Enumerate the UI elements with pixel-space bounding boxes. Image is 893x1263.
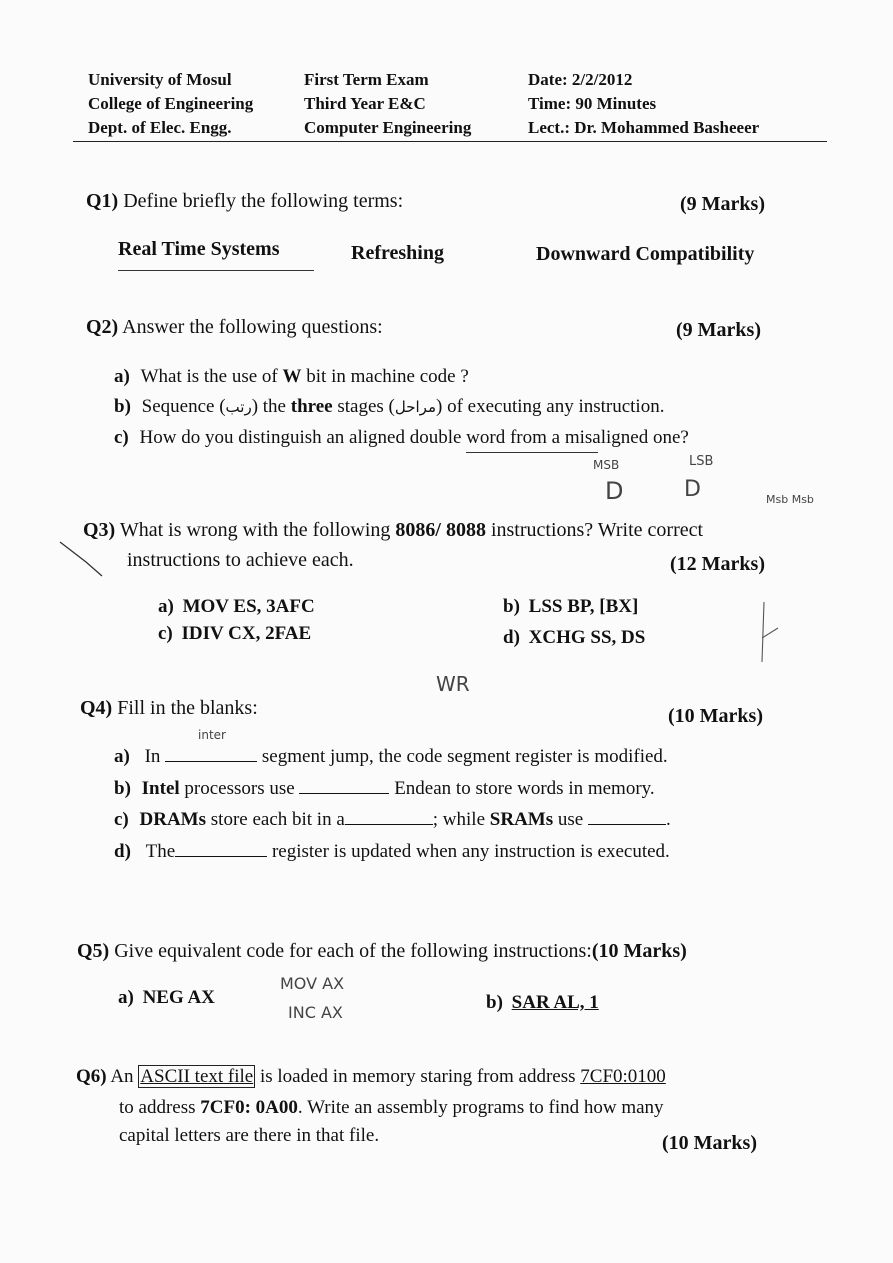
- item-text: .: [665, 809, 671, 830]
- q3-question: [83, 519, 703, 542]
- q6-line2: [119, 1097, 664, 1119]
- fill-blank[interactable]: [175, 840, 267, 857]
- item-letter: a): [118, 987, 134, 1008]
- item-text: store each bit in a: [206, 809, 345, 830]
- q4-item-a: [114, 745, 668, 768]
- q2-item-b: [114, 396, 664, 418]
- q5-marks: (10 Marks): [591, 940, 687, 962]
- item-bold: DRAMs: [139, 809, 207, 830]
- q1-term: Downward Compatibility: [536, 243, 755, 265]
- q5-text: Give equivalent code for each of the following instructions:: [114, 940, 592, 962]
- header-university: [88, 68, 253, 140]
- header-line: Time: 90 Minutes: [528, 94, 657, 113]
- q3-text: What is wrong with the following: [119, 519, 396, 541]
- item-letter: c): [114, 809, 129, 830]
- note-d1: D: [605, 477, 624, 505]
- q3-bold: 8086/ 8088: [395, 519, 486, 541]
- note-msb: MSB: [593, 458, 620, 472]
- item-text: Endean to store words in memory.: [394, 778, 655, 799]
- q6-address: 7CF0: 0A00: [200, 1097, 298, 1118]
- item-letter: b): [114, 778, 131, 799]
- handwritten-underline: [466, 452, 598, 453]
- arabic-word: رتب: [225, 398, 252, 416]
- item-text: use: [553, 809, 584, 830]
- q6-text: is loaded in memory staring from address: [255, 1066, 581, 1087]
- q2-label: Q2): [86, 316, 119, 338]
- item-text: processors use: [179, 778, 295, 799]
- item-letter: a): [114, 366, 130, 387]
- item-letter: c): [114, 427, 129, 448]
- header-details: [528, 68, 759, 140]
- item-text: The: [145, 841, 176, 862]
- item-code: IDIV CX, 2FAE: [181, 623, 312, 644]
- q2-marks: (9 Marks): [676, 319, 761, 341]
- note-mov: MOV AX: [280, 974, 345, 993]
- q4-question: [80, 697, 258, 720]
- item-letter: a): [158, 596, 174, 617]
- item-text: ) the: [251, 396, 291, 417]
- item-code: SAR AL, 1: [511, 992, 599, 1013]
- note-d2: D: [684, 477, 701, 502]
- item-letter: c): [158, 623, 173, 644]
- header-line: Computer Engineering: [304, 118, 472, 137]
- note-inc: INC AX: [288, 1003, 343, 1022]
- item-letter: b): [503, 596, 520, 617]
- header-line: Third Year E&C: [304, 94, 426, 113]
- item-code: NEG AX: [142, 987, 215, 1008]
- header-rule: [73, 141, 827, 142]
- fill-blank[interactable]: [165, 745, 257, 762]
- item-code: XCHG SS, DS: [528, 627, 646, 648]
- q4-text: Fill in the blanks:: [117, 697, 258, 719]
- q4-item-d: [114, 840, 670, 863]
- q6-label: Q6): [76, 1066, 107, 1087]
- item-code: LSS BP, [BX]: [528, 596, 639, 617]
- item-bold: SRAMs: [489, 809, 554, 830]
- bracket-scribble-icon: [756, 598, 796, 668]
- q1-label: Q1): [86, 190, 119, 212]
- fill-blank[interactable]: [588, 808, 666, 825]
- q6-text: An: [110, 1066, 139, 1087]
- header-line: Date: 2/2/2012: [528, 70, 633, 89]
- check-mark-icon: [58, 540, 108, 580]
- q1-term: Real Time Systems: [118, 238, 280, 260]
- q3-text-line2: instructions to achieve each.: [127, 549, 354, 571]
- item-letter: b): [486, 992, 503, 1013]
- q1-text: Define briefly the following terms:: [123, 190, 404, 212]
- q6-text: to address: [119, 1097, 201, 1118]
- q3-item-d: [503, 627, 645, 649]
- header-line: First Term Exam: [304, 70, 429, 89]
- note-wr: WR: [436, 672, 470, 696]
- q5-item-a: [118, 987, 215, 1009]
- q6-address: 7CF0:0100: [580, 1066, 666, 1087]
- note-lsb: LSB: [689, 454, 714, 469]
- note-inter: inter: [198, 728, 226, 742]
- q3-text: instructions? Write correct: [485, 519, 704, 541]
- arabic-word: مراحل: [394, 398, 436, 416]
- q4-item-c: [114, 808, 671, 831]
- q3-item-a: [158, 596, 315, 618]
- item-letter: a): [114, 746, 130, 767]
- q1-marks: (9 Marks): [680, 193, 765, 215]
- q3-marks: (12 Marks): [670, 553, 765, 575]
- item-bold: Intel: [141, 778, 180, 799]
- header-exam: [304, 68, 471, 140]
- item-text: How do you distinguish an aligned double word from a misaligned one?: [139, 427, 689, 448]
- item-text: What is the use of: [140, 366, 283, 387]
- q6-marks: (10 Marks): [662, 1132, 757, 1154]
- item-text: segment jump, the code segment register is modified.: [261, 746, 668, 767]
- q6-text: . Write an assembly programs to find how many: [297, 1097, 664, 1118]
- q6-line3: capital letters are there in that file.: [119, 1125, 380, 1146]
- fill-blank[interactable]: [299, 777, 389, 794]
- q3-item-c: [158, 623, 311, 645]
- q6-line1: [76, 1066, 666, 1088]
- q2-text: Answer the following questions:: [122, 316, 383, 338]
- item-letter: d): [114, 841, 131, 862]
- header-line: Dept. of Elec. Engg.: [88, 118, 232, 137]
- q2-question: [86, 316, 383, 339]
- item-text: ) of executing any instruction.: [436, 396, 665, 417]
- note-scribble: Msb Msb: [766, 493, 814, 506]
- item-text: In: [144, 746, 161, 767]
- q1-question: [86, 190, 403, 213]
- q4-label: Q4): [80, 697, 113, 719]
- item-bold: W: [282, 366, 302, 387]
- item-letter: b): [114, 396, 131, 417]
- item-text: register is updated when any instruction is executed.: [271, 841, 670, 862]
- item-bold: three: [290, 396, 333, 417]
- q1-term: Refreshing: [351, 242, 444, 264]
- q5-question: [77, 940, 687, 963]
- header-line: University of Mosul: [88, 70, 232, 89]
- q4-item-b: [114, 777, 655, 800]
- header-line: College of Engineering: [88, 94, 254, 113]
- fill-blank[interactable]: [345, 808, 433, 825]
- item-text: ; while: [432, 809, 490, 830]
- q2-item-c: [114, 427, 689, 449]
- q3-label: Q3): [83, 519, 116, 541]
- item-text: stages (: [332, 396, 395, 417]
- item-letter: d): [503, 627, 520, 648]
- q5-item-b: [486, 992, 599, 1014]
- item-text: Sequence (: [141, 396, 226, 417]
- q5-label: Q5): [77, 940, 110, 962]
- term-underline: [118, 270, 314, 271]
- header-line: Lect.: Dr. Mohammed Basheeer: [528, 118, 760, 137]
- item-text: bit in machine code ?: [301, 366, 469, 387]
- q4-marks: (10 Marks): [668, 705, 763, 727]
- q2-item-a: [114, 366, 469, 388]
- q3-item-b: [503, 596, 638, 618]
- item-code: MOV ES, 3AFC: [182, 596, 315, 617]
- q6-boxed-text: ASCII text file: [140, 1066, 254, 1087]
